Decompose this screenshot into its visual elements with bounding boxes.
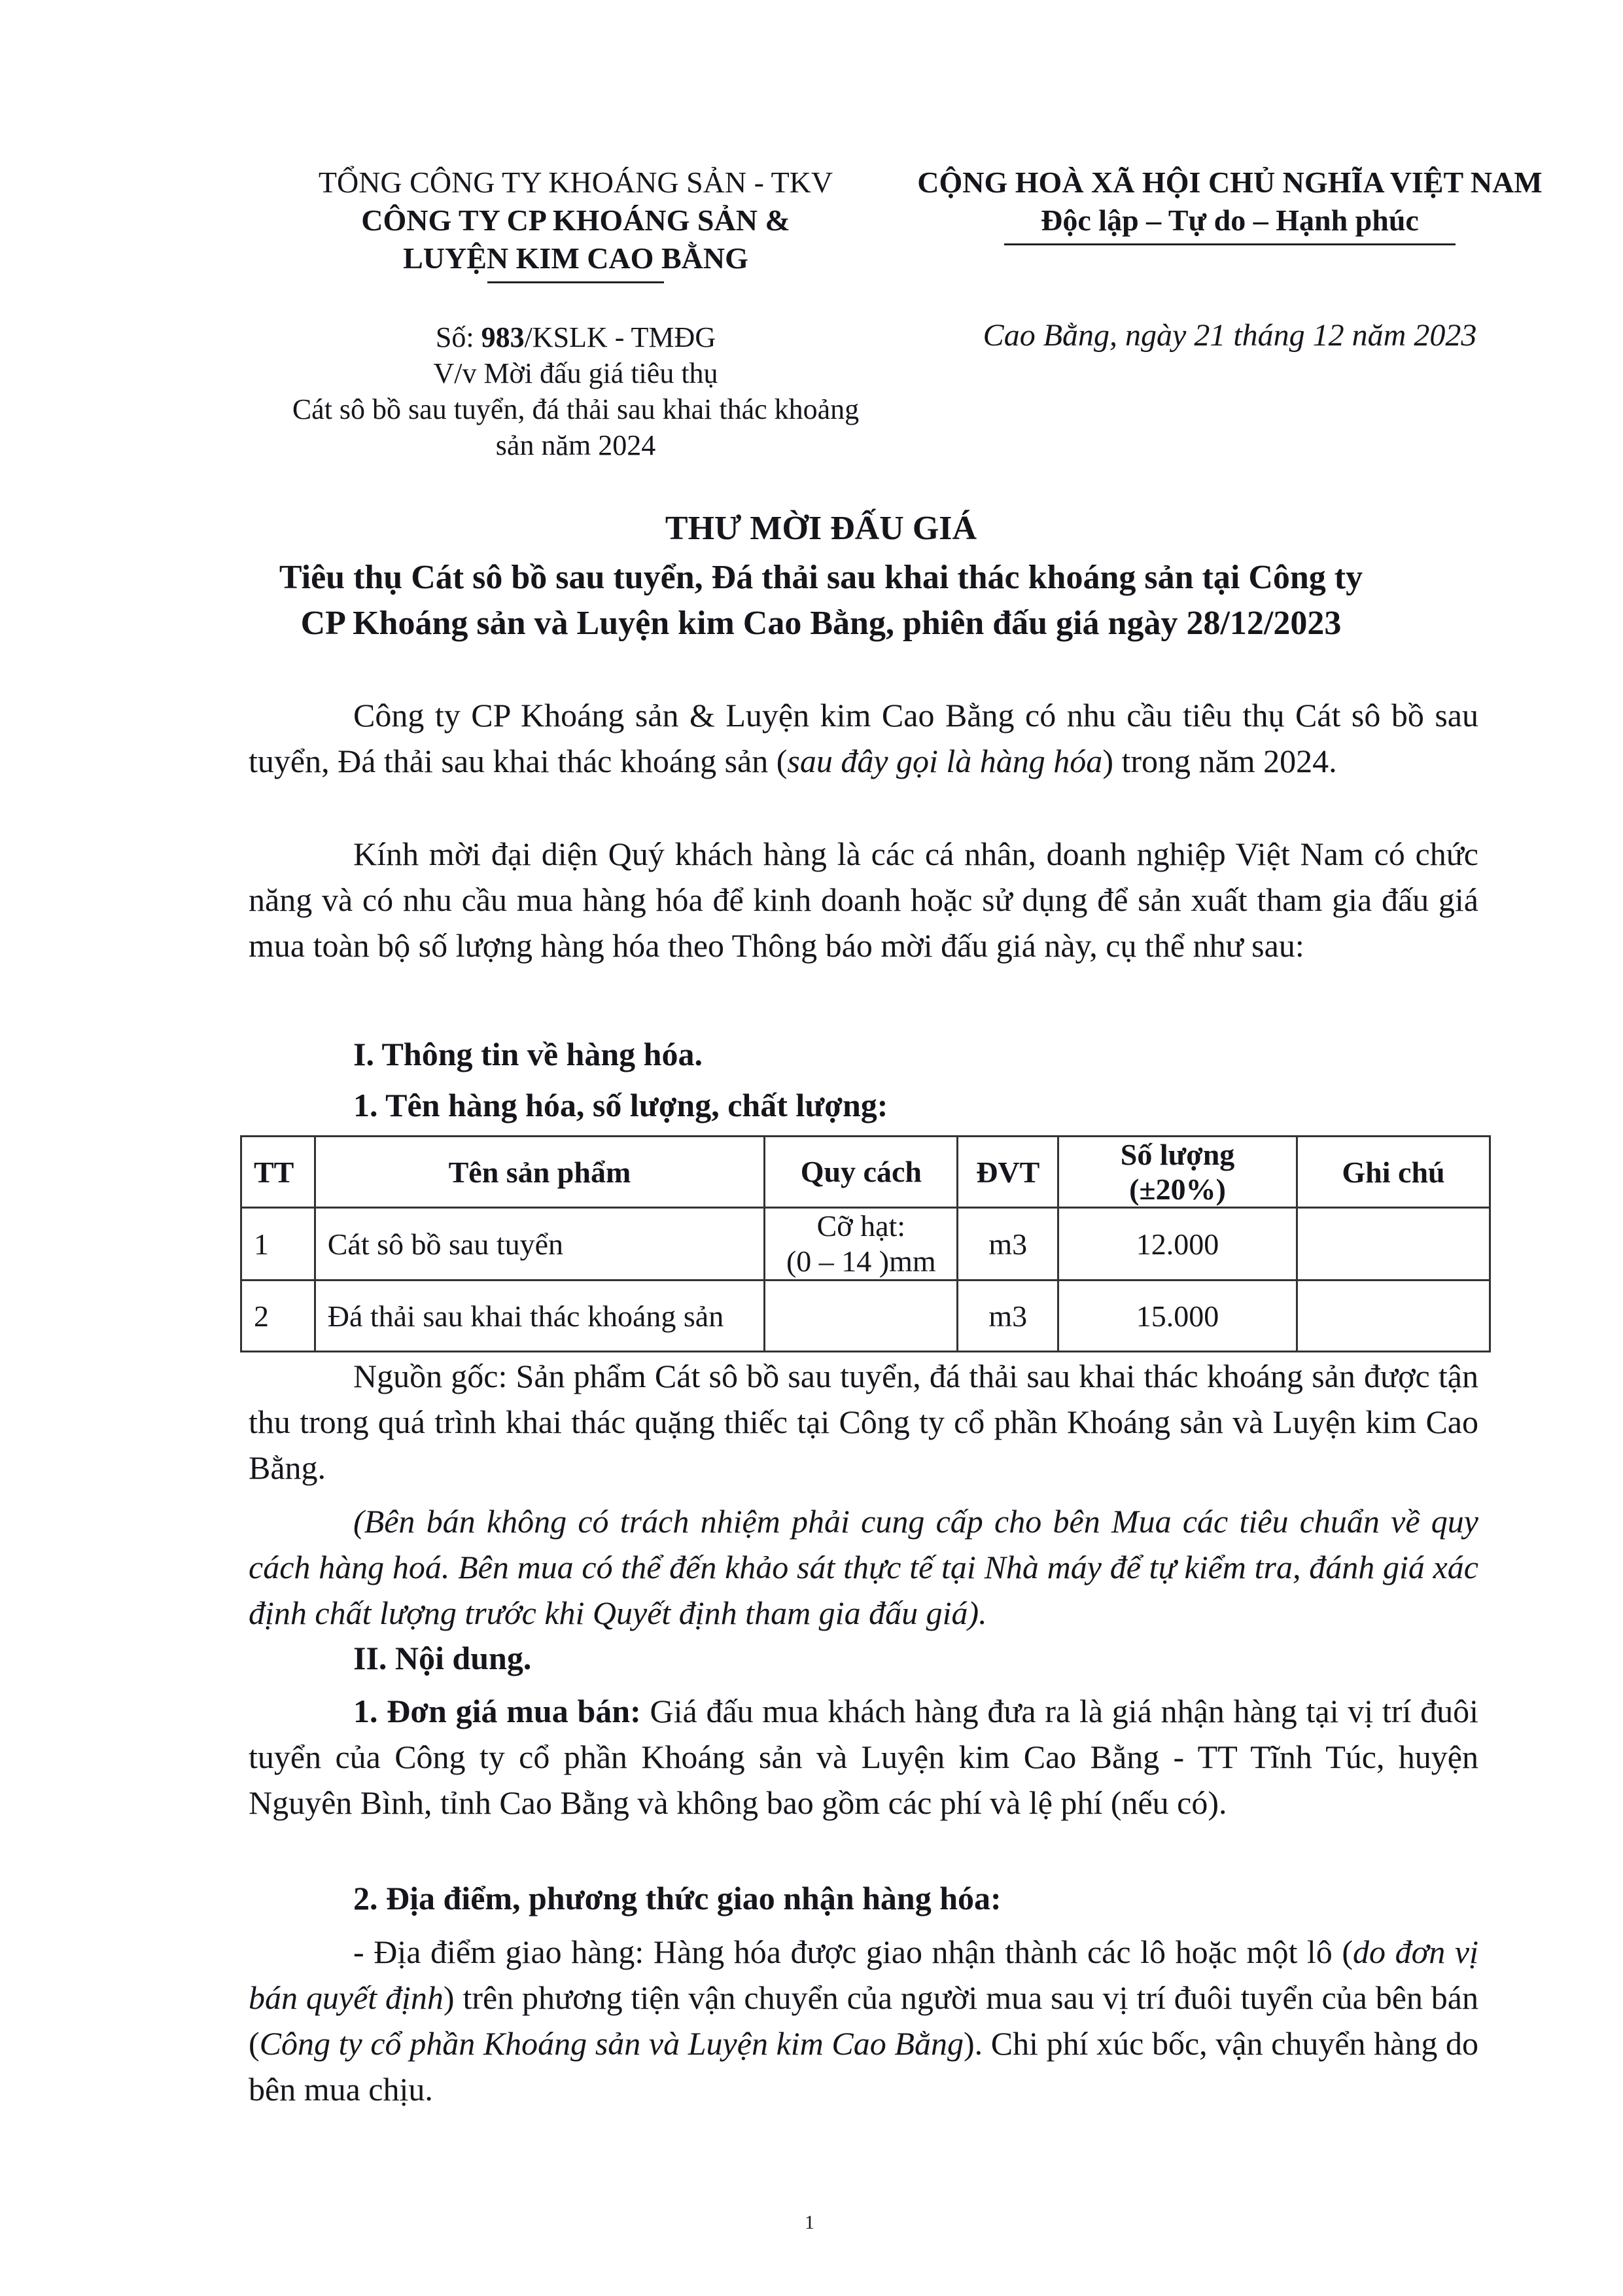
motto-underline [1004, 243, 1456, 245]
document-title: THƯ MỜI ĐẤU GIÁ [665, 510, 977, 547]
cell-unit: m3 [958, 1280, 1058, 1352]
cell-spec [765, 1208, 958, 1280]
cell-quantity: 15.000 [1058, 1280, 1297, 1352]
cell-product: Đá thải sau khai thác khoáng sản [315, 1280, 764, 1352]
origin-note: (Bên bán không có trách nhiệm phải cung cấp cho bên Mua các tiêu chuẩn về quy cách hàng hoá. Bên mua có thể đến khảo sát thực tế tại Nhà máy để tự kiểm tra, đánh giá xác định chất lượng trước khi Quyết định tham gia đấu giá). [249, 1503, 1478, 1631]
company-name-line2: LUYỆN KIM CAO BẰNG [403, 241, 748, 275]
document-number: Số: 983/KSLK - TMĐG [435, 321, 716, 353]
nation-title: CỘNG HOÀ XÃ HỘI CHỦ NGHĨA VIỆT NAM [917, 166, 1543, 199]
cell-product: Cát sô bồ sau tuyển [315, 1208, 764, 1280]
company-name-line1: CÔNG TY CP KHOÁNG SẢN & [361, 203, 790, 237]
parent-company: TỔNG CÔNG TY KHOÁNG SẢN - TKV [318, 166, 833, 199]
col-header-tt: TT [241, 1137, 315, 1208]
subject-line3: sản năm 2024 [495, 429, 656, 461]
table-row [241, 1280, 1490, 1352]
delivery-paragraph: - Địa điểm giao hàng: Hàng hóa được giao nhận thành các lô hoặc một lô (do đơn vị bán quyết định) trên phương tiện vận chuyển của người mua sau vị trí đuôi tuyển của bên bán (Công ty cổ phần Khoáng sản và Luyện kim Cao Bằng). Chi phí xúc bốc, vận chuyển hàng do bên mua chịu. [249, 1934, 1479, 2108]
page-number: 1 [805, 2212, 814, 2233]
subject-line1: V/v Mời đấu giá tiêu thụ [433, 357, 718, 389]
document-meta [249, 319, 903, 463]
intro-paragraph-1: Công ty CP Khoáng sản & Luyện kim Cao Bằng có nhu cầu tiêu thụ Cát sô bồ sau tuyển, Đá thải sau khai thác khoáng sản (sau đây gọi là hàng hóa) trong năm 2024. [249, 697, 1478, 779]
issue-date: Cao Bằng, ngày 21 tháng 12 năm 2023 [983, 318, 1477, 353]
cell-spec [765, 1280, 958, 1352]
national-header [903, 164, 1557, 245]
document-number-value: 983 [481, 321, 525, 353]
cell-tt: 1 [241, 1208, 315, 1280]
title-subline1: Tiêu thụ Cát sô bồ sau tuyển, Đá thải sau khai thác khoáng sản tại Công ty [279, 559, 1363, 596]
col-header-quantity: Số lượng (±20%) [1058, 1137, 1297, 1208]
spec-value: (0 – 14 )mm [786, 1245, 936, 1278]
delivery-heading: 2. Địa điểm, phương thức giao nhận hàng hóa: [353, 1880, 1002, 1916]
issuer-block [249, 164, 903, 283]
col-header-unit: ĐVT [958, 1137, 1058, 1208]
cell-quantity: 12.000 [1058, 1208, 1297, 1280]
col-header-note: Ghi chú [1297, 1137, 1490, 1208]
cell-unit: m3 [958, 1208, 1058, 1280]
cell-note [1297, 1280, 1490, 1352]
origin-paragraph: Nguồn gốc: Sản phẩm Cát sô bồ sau tuyển, đá thải sau khai thác khoáng sản được tận thu trong quá trình khai thác quặng thiếc tại Công ty cổ phần Khoáng sản và Luyện kim Cao Bằng. [249, 1358, 1478, 1486]
goods-table [240, 1135, 1491, 1352]
col-header-spec: Quy cách [765, 1137, 958, 1208]
national-motto: Độc lập – Tự do – Hạnh phúc [1041, 203, 1419, 237]
cell-tt: 2 [241, 1280, 315, 1352]
section-1-sub-heading: 1. Tên hàng hóa, số lượng, chất lượng: [353, 1087, 888, 1123]
table-header-row [241, 1137, 1490, 1208]
intro-paragraph-2: Kính mời đại diện Quý khách hàng là các cá nhân, doanh nghiệp Việt Nam có chức năng và có nhu cầu mua hàng hóa để kinh doanh hoặc sử dụng để sản xuất tham gia đấu giá mua toàn bộ số lượng hàng hóa theo Thông báo mời đấu giá này, cụ thể như sau: [249, 836, 1478, 964]
unit-price-label: 1. Đơn giá mua bán: [353, 1693, 641, 1729]
table-row [241, 1208, 1490, 1280]
spec-label: Cỡ hạt: [816, 1209, 906, 1243]
cell-note [1297, 1208, 1490, 1280]
section-2-heading: II. Nội dung. [353, 1640, 532, 1676]
section-1-heading: I. Thông tin về hàng hóa. [353, 1036, 703, 1072]
unit-price-paragraph: 1. Đơn giá mua bán: Giá đấu mua khách hàng đưa ra là giá nhận hàng tại vị trí đuôi tuyển của Công ty cổ phần Khoáng sản và Luyện kim Cao Bằng - TT Tĩnh Túc, huyện Nguyên Bình, tỉnh Cao Bằng và không bao gồm các phí và lệ phí (nếu có). [249, 1693, 1478, 1821]
subject-line2: Cát sô bồ sau tuyển, đá thải sau khai thác khoảng [292, 393, 860, 425]
issuer-underline [487, 281, 664, 283]
col-header-product: Tên sản phẩm [315, 1137, 764, 1208]
title-subline2: CP Khoáng sản và Luyện kim Cao Bằng, phiên đấu giá ngày 28/12/2023 [300, 605, 1342, 642]
